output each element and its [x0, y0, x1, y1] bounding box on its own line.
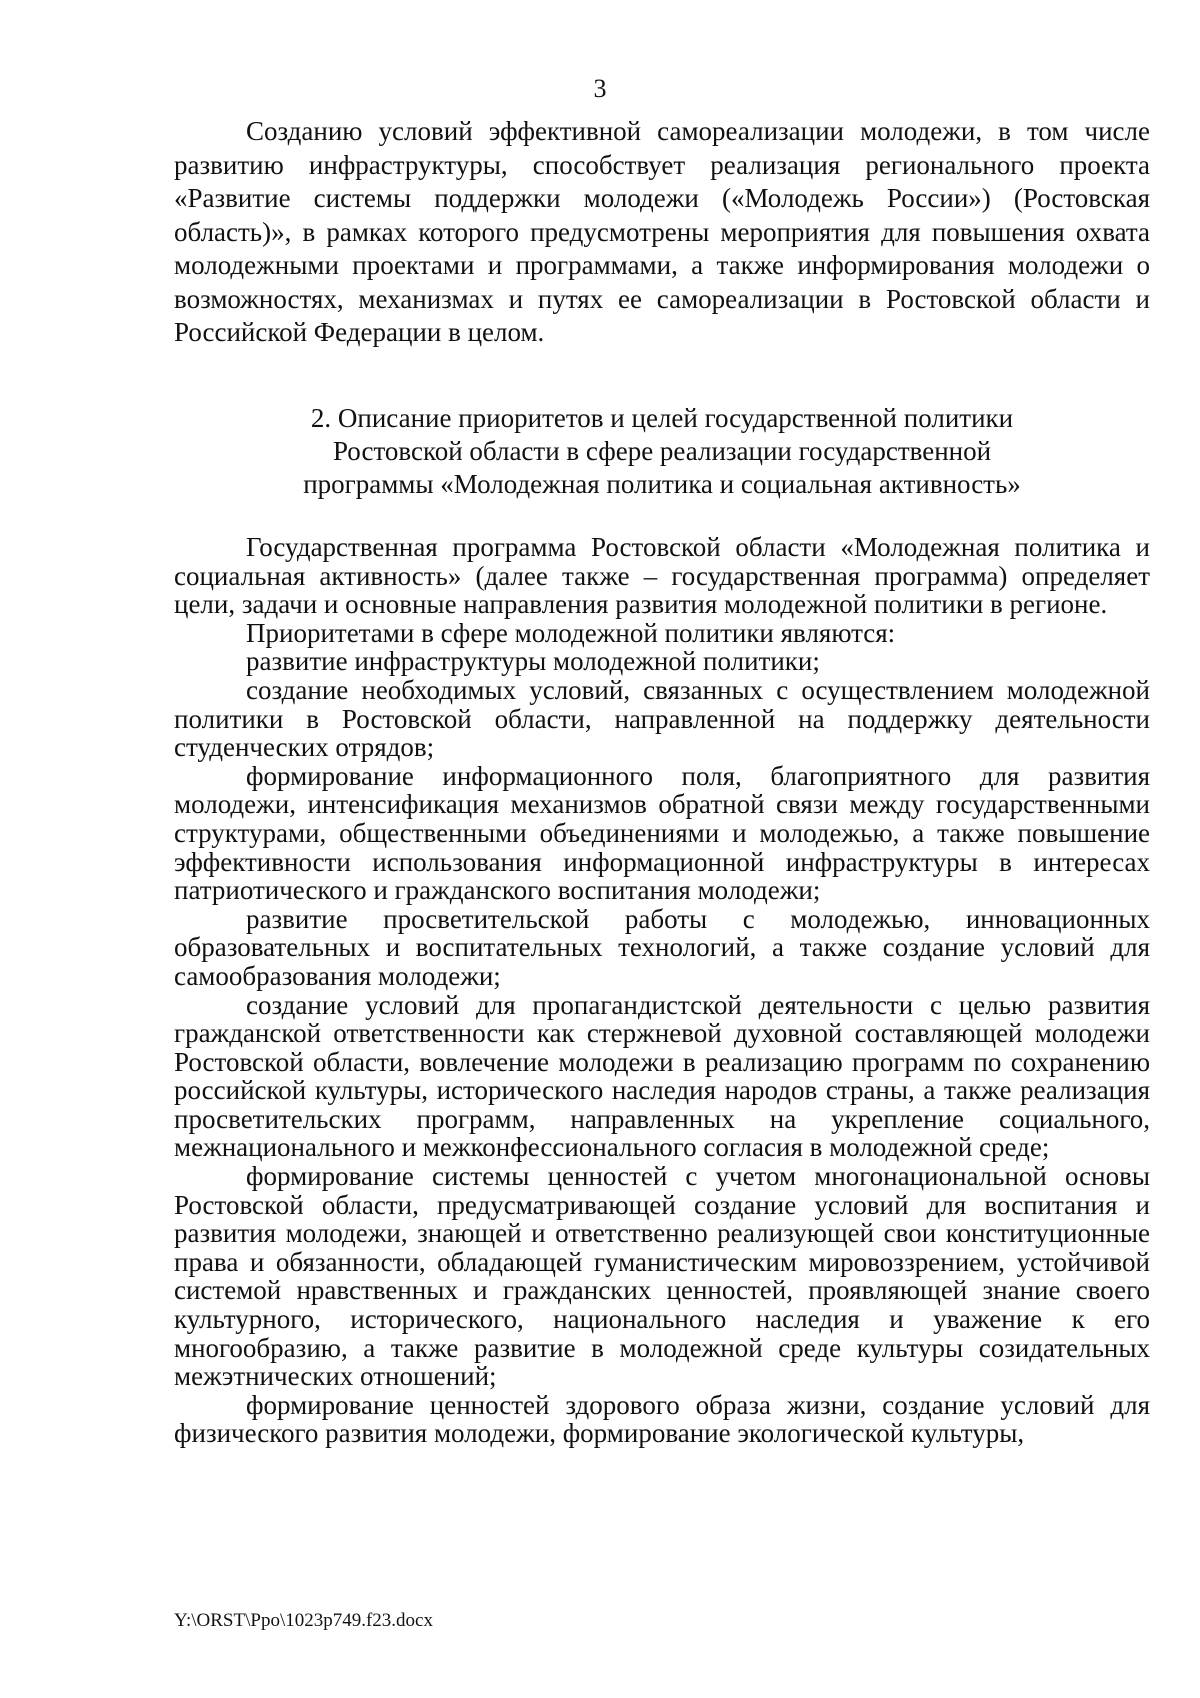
- intro-paragraph: Созданию условий эффективной самореализации молодежи, в том числе развитию инфраструктуры, способствует реализация регионального проекта «Развитие системы поддержки молодежи («Молодежь России») (Ростовская область)», в рамках которого предусмотрены мероприятия для повышения охвата молодежными проектами и программами, а также информирования молодежи о возможностях, механизмах и путях ее самореализации в Ростовской области и Российской Федерации в целом.: [174, 116, 1150, 347]
- priority-item: формирование информационного поля, благоприятного для развития молодежи, интенсификация механизмов обратной связи между государственными структурами, общественными объединениями и молодежью, а также повышение эффективности использования информационной инфраструктуры в интересах патриотического и гражданского воспитания молодежи;: [174, 760, 1150, 906]
- section-heading-line-1: 2. Описание приоритетов и целей государственной политики: [310, 403, 1014, 433]
- section-heading-line-2: Ростовской области в сфере реализации государственной: [332, 436, 992, 466]
- page-number: 3: [593, 74, 607, 103]
- priority-item: формирование системы ценностей с учетом многонациональной основы Ростовской области, предусматривающей создание условий для воспитания и развития молодежи, знающей и ответственно реализующей свои конституционные права и обязанности, обладающей гуманистическим мировоззрением, устойчивой системой нравственных и гражданских ценностей, проявляющей знание своего культурного, исторического, национального наследия и уважение к его многообразию, а также развитие в молодежной среде культуры созидательных межэтнических отношений;: [174, 1161, 1150, 1392]
- intro-block: [174, 115, 1150, 350]
- priority-item: развитие просветительской работы с молодежью, инновационных образовательных и воспитательных технологий, а также создание условий для самообразования молодежи;: [174, 903, 1150, 991]
- priority-item: развитие инфраструктуры молодежной политики;: [246, 646, 820, 677]
- section-heading: [174, 402, 1150, 501]
- section-body: [174, 533, 1150, 1448]
- priorities-intro-paragraph: Приоритетами в сфере молодежной политики являются:: [246, 617, 896, 648]
- priority-item: создание условий для пропагандистской деятельности с целью развития гражданской ответственности как стержневой духовной составляющей молодежи Ростовской области, вовлечение молодежи в реализацию программ по сохранению российской культуры, исторического наследия народов страны, а также реализация просветительских программ, направленных на укрепление социального, межнационального и межконфессионального согласия в молодежной среде;: [174, 989, 1150, 1163]
- footer-file-path: Y:\ORST\Ppo\1023p749.f23.docx: [174, 1610, 433, 1631]
- program-definition-paragraph: Государственная программа Ростовской области «Молодежная политика и социальная активность» (далее также – государственная программа) определяет цели, задачи и основные направления развития молодежной политики в регионе.: [174, 532, 1150, 620]
- priority-item: создание необходимых условий, связанных с осуществлением молодежной политики в Ростовской области, направленной на поддержку деятельности студенческих отрядов;: [174, 674, 1150, 763]
- priority-item: формирование ценностей здорового образа жизни, создание условий для физического развития молодежи, формирование экологической культуры,: [174, 1389, 1150, 1449]
- section-heading-line-3: программы «Молодежная политика и социальная активность»: [303, 469, 1021, 499]
